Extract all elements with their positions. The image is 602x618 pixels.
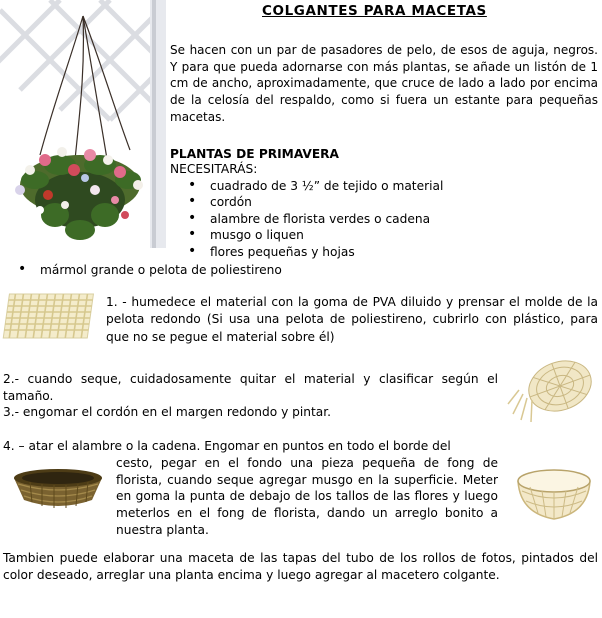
materials-list: [188, 178, 443, 260]
list-item: • flores pequeñas y hojas: [188, 244, 443, 260]
mesh-swatch-photo: [0, 290, 98, 342]
step-3-text: 3.- engomar el cordón en el margen redondo y pintar.: [3, 405, 332, 419]
step-2-text: 2.- cuando seque, cuidadosamente quitar el material y clasificar según el tamaño.: [3, 372, 498, 403]
list-item: • alambre de florista verdes o cadena: [188, 211, 443, 227]
step-4-text: 4. – atar el alambre o la cadena. Engomar en puntos en todo el borde del: [3, 439, 451, 453]
list-item: • cuadrado de 3 ½” de tejido o material: [188, 178, 443, 194]
wicker-basket-photo: [6, 462, 110, 512]
mesh-bowl-photo: [508, 457, 600, 525]
list-item: • cordón: [188, 194, 443, 210]
list-item: • musgo o liquen: [188, 227, 443, 243]
step-1-text: 1. - humedece el material con la goma de PVA diluido y prensar el molde de la pelota redondo (Si usa una pelota de poliestireno, cubrirlo con plástico, para que no se pegue el material sobre él): [106, 295, 598, 344]
hanging-basket-photo: [0, 0, 166, 248]
closing-paragraph: Tambien puede elaborar una maceta de las tapas del tubo de los rollos de fotos, pintados del color deseado, arreglar una planta encima y luego agregar al macetero colgante.: [3, 551, 598, 582]
list-item-extra: • mármol grande o pelota de poliestireno: [18, 262, 282, 278]
mesh-bag-photo: [505, 356, 600, 424]
page-title: COLGANTES PARA MACETAS: [262, 3, 487, 19]
step-4-continued-text: cesto, pegar en el fondo una pieza pequeña de fong de florista, cuando seque agregar musgo en la superficie. Meter en goma la punta de debajo de los tallos de las flores y luego meterlos en el fong de florista, dando un arreglo bonito a nuestra planta.: [116, 456, 498, 537]
intro-paragraph: Se hacen con un par de pasadores de pelo, de esos de aguja, negros. Y para que pueda adornarse con más plantas, se añade un listón de 1 cm de ancho, aproximadamente, que cruce de lado a lado por encima de la celosía del respaldo, como si fuera un estante para pequeñas macetas.: [170, 43, 598, 124]
section-heading: PLANTAS DE PRIMAVERA: [170, 147, 339, 161]
needs-label: NECESITARÁS:: [170, 162, 258, 176]
